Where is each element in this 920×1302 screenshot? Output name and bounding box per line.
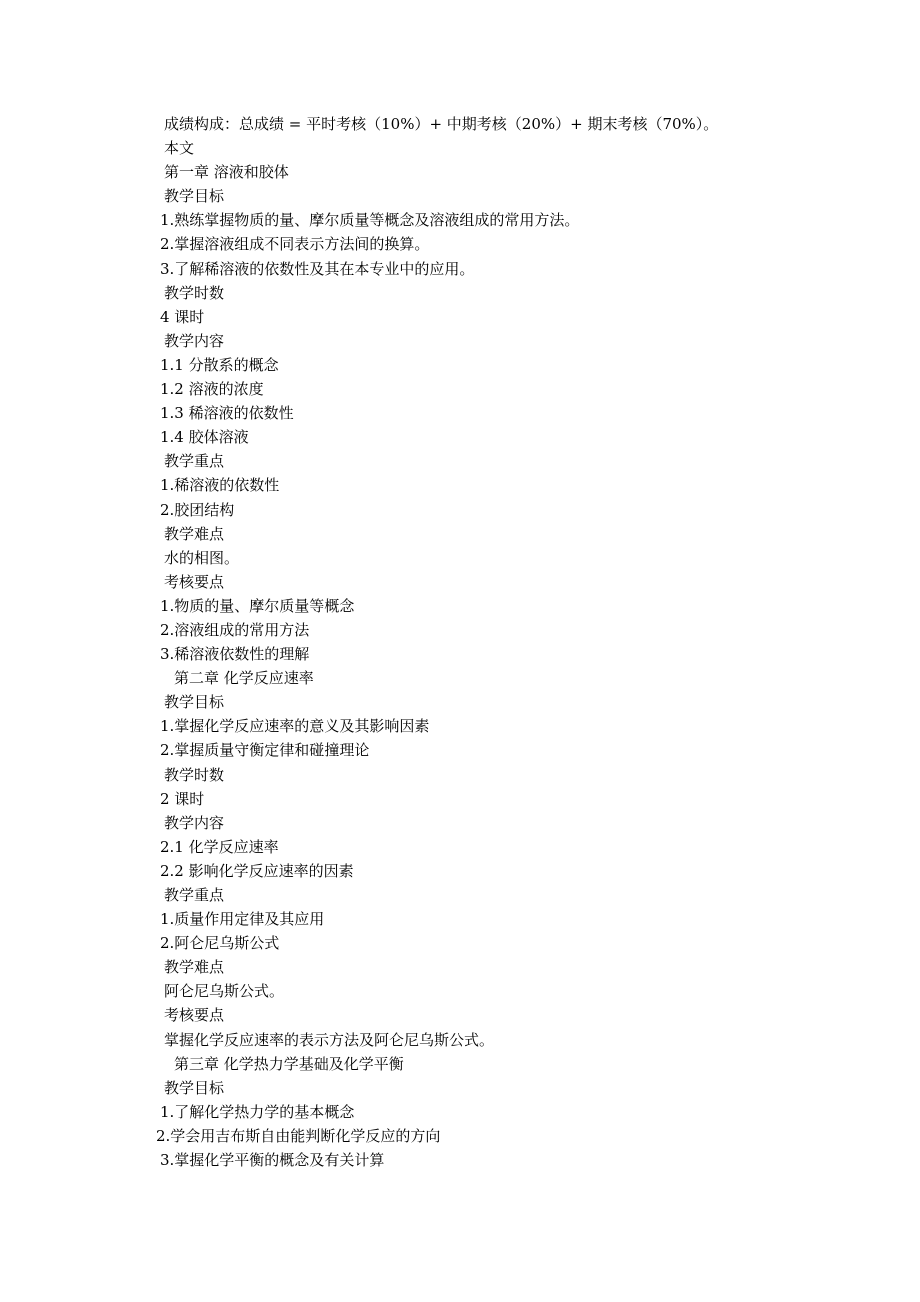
list-item: 1.了解化学热力学的基本概念 <box>160 1102 355 1121</box>
chapter-1-title: 第一章 溶液和胶体 <box>164 163 289 182</box>
list-item: 1.4 胶体溶液 <box>160 428 249 447</box>
section-heading: 教学重点 <box>164 886 225 904</box>
chapter-2-title: 第二章 化学反应速率 <box>174 669 314 688</box>
section-heading: 教学目标 <box>164 693 225 712</box>
list-item: 1.掌握化学反应速率的意义及其影响因素 <box>160 717 430 736</box>
chapter-3-title: 第三章 化学热力学基础及化学平衡 <box>174 1054 404 1073</box>
grade-composition-line: 成绩构成：总成绩 = 平时考核（10%）+ 中期考核（20%）+ 期末考核（70%）。 <box>164 115 719 133</box>
paragraph-text: 水的相图。 <box>164 548 240 567</box>
hours-value: 4 课时 <box>160 307 205 326</box>
list-item: 3.了解稀溶液的依数性及其在本专业中的应用。 <box>160 259 475 278</box>
list-item: 2.2 影响化学反应速率的因素 <box>160 861 354 880</box>
list-item: 1.熟练掌握物质的量、摩尔质量等概念及溶液组成的常用方法。 <box>160 211 580 230</box>
list-item: 2.学会用吉布斯自由能判断化学反应的方向 <box>156 1126 441 1145</box>
list-item: 2.阿仑尼乌斯公式 <box>160 934 280 953</box>
paragraph-text: 阿仑尼乌斯公式。 <box>164 982 285 1001</box>
section-heading: 教学时数 <box>164 765 225 784</box>
list-item: 2.溶液组成的常用方法 <box>160 620 310 639</box>
document-body <box>0 112 920 1172</box>
section-heading: 考核要点 <box>164 1006 225 1025</box>
list-item: 1.物质的量、摩尔质量等概念 <box>160 596 355 615</box>
section-heading: 教学内容 <box>164 331 225 350</box>
list-item: 1.2 溶液的浓度 <box>160 380 264 399</box>
list-item: 2.胶团结构 <box>160 500 235 519</box>
hours-value: 2 课时 <box>160 789 205 808</box>
list-item: 1.质量作用定律及其应用 <box>160 910 325 929</box>
section-heading: 教学内容 <box>164 813 225 832</box>
section-heading: 教学难点 <box>164 958 225 977</box>
list-item: 1.3 稀溶液的依数性 <box>160 404 294 423</box>
section-heading: 教学目标 <box>164 187 225 206</box>
list-item: 3.稀溶液依数性的理解 <box>160 645 310 664</box>
list-item: 1.稀溶液的依数性 <box>160 476 280 495</box>
section-heading: 教学难点 <box>164 524 225 543</box>
section-heading: 考核要点 <box>164 572 225 591</box>
list-item: 2.掌握质量守衡定律和碰撞理论 <box>160 741 370 760</box>
paragraph-text: 掌握化学反应速率的表示方法及阿仑尼乌斯公式。 <box>164 1030 495 1049</box>
section-heading: 教学时数 <box>164 283 225 302</box>
section-heading: 教学目标 <box>164 1078 225 1097</box>
section-heading: 教学重点 <box>164 452 225 471</box>
list-item: 2.1 化学反应速率 <box>160 837 279 856</box>
text-heading: 本文 <box>164 139 195 158</box>
list-item: 3.掌握化学平衡的概念及有关计算 <box>160 1151 385 1170</box>
list-item: 2.掌握溶液组成不同表示方法间的换算。 <box>160 235 430 254</box>
list-item: 1.1 分散系的概念 <box>160 355 279 374</box>
